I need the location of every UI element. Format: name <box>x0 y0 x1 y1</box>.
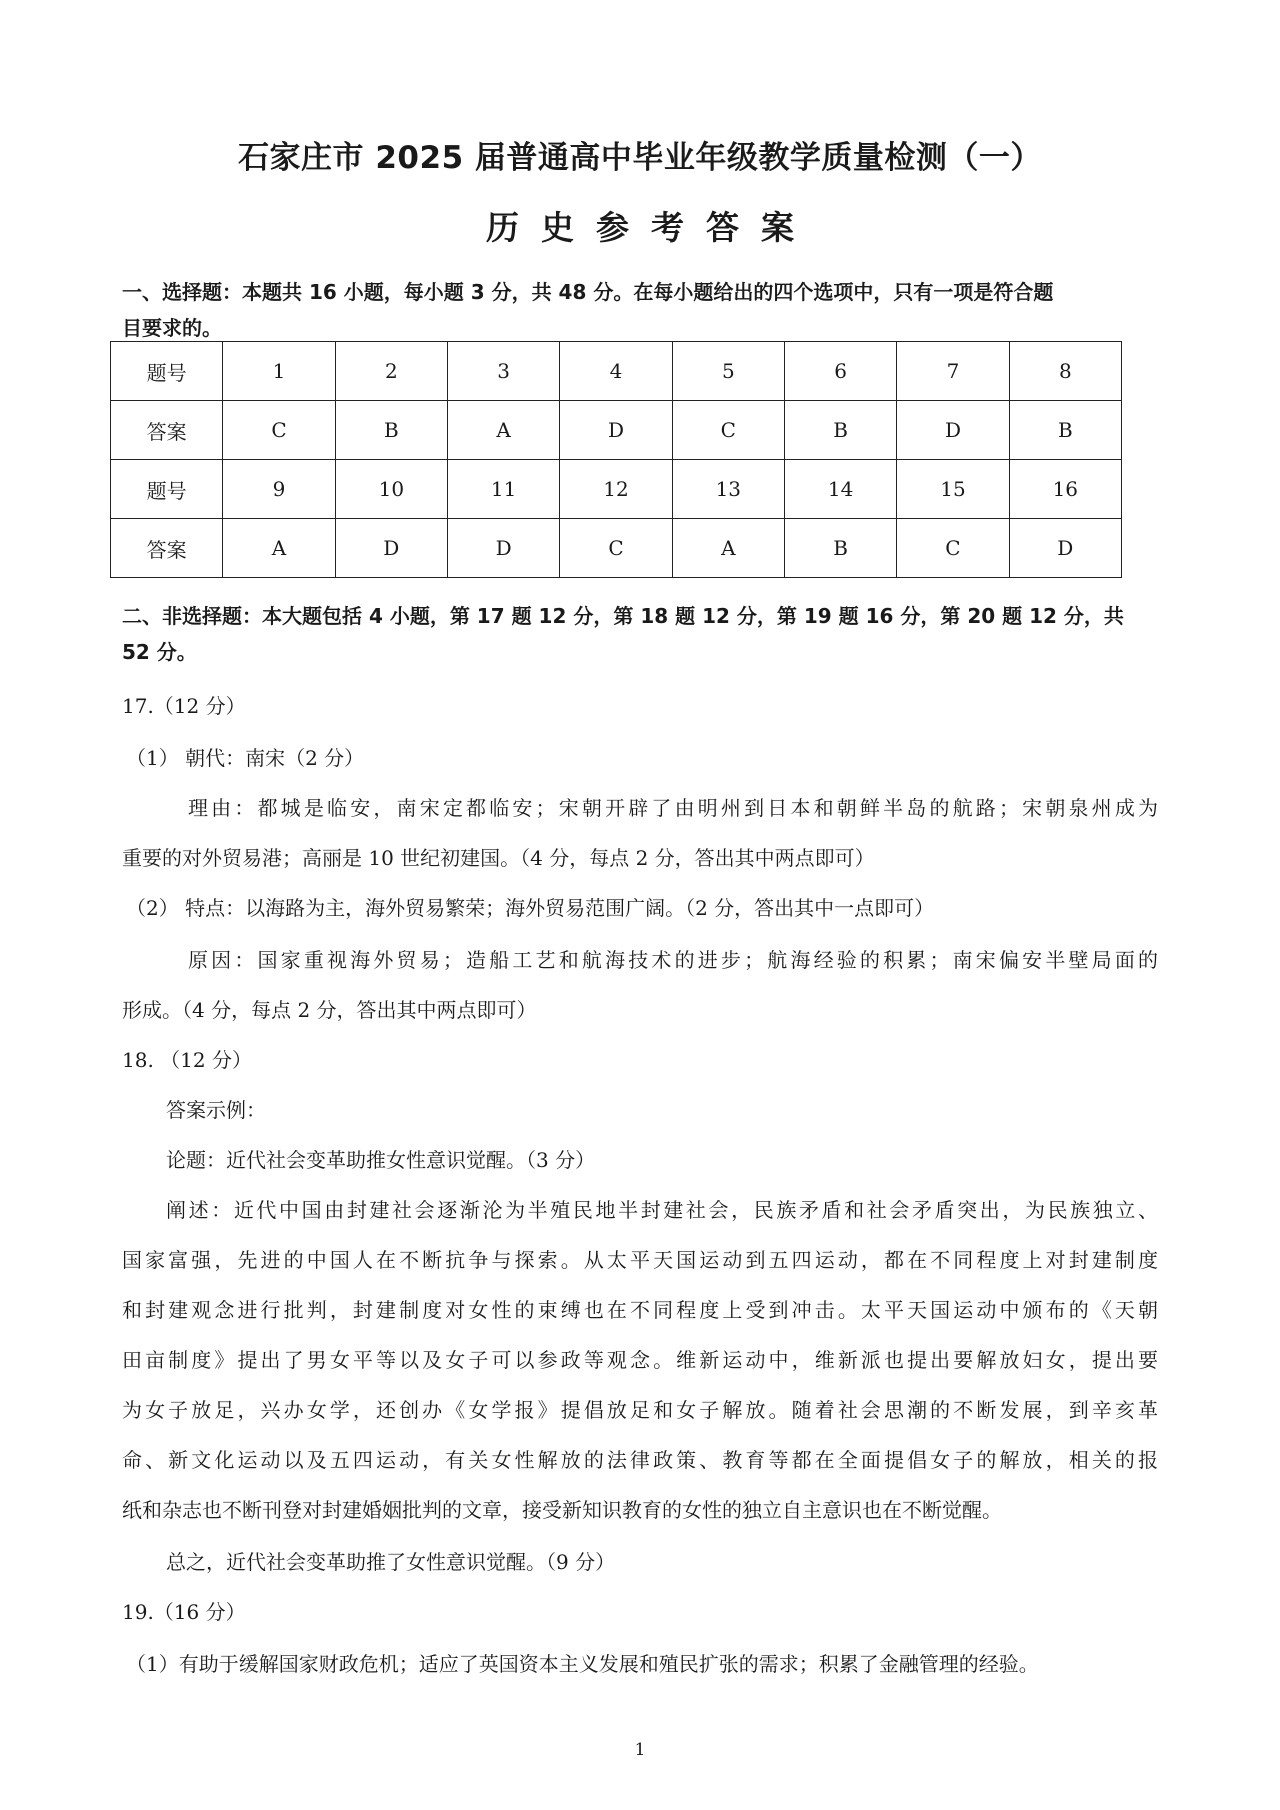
section2-line2: 52 分。 <box>122 640 197 664</box>
table-cell: 1 <box>223 342 335 401</box>
table-cell: 2 <box>335 342 447 401</box>
table-cell: 8 <box>1009 342 1121 401</box>
q18-heading: 18. （12 分） <box>122 1048 252 1072</box>
q17-reason-line1: 理由：都城是临安，南宋定都临安；宋朝开辟了由明州到日本和朝鲜半岛的航路；宋朝泉州成为 <box>188 796 1158 820</box>
q18-conclusion: 总之，近代社会变革助推了女性意识觉醒。（9 分） <box>166 1550 616 1574</box>
table-cell: 10 <box>335 460 447 519</box>
q18-thesis: 论题：近代社会变革助推女性意识觉醒。（3 分） <box>166 1148 596 1172</box>
table-cell: 6 <box>784 342 896 401</box>
table-cell: 9 <box>223 460 335 519</box>
q18-example-label: 答案示例： <box>166 1098 266 1122</box>
table-row <box>111 401 1122 460</box>
section1-line2: 目要求的。 <box>122 316 222 340</box>
q18-line: 命、新文化运动以及五四运动，有关女性解放的法律政策、教育等都在全面提倡女子的解放，相关的报 <box>122 1448 1158 1472</box>
section2-line1: 二、非选择题：本大题包括 4 小题，第 17 题 12 分，第 18 题 12 分，第 19 题 16 分，第 20 题 12 分，共 <box>122 604 1124 628</box>
table-cell: B <box>335 401 447 460</box>
table-cell: D <box>447 519 559 578</box>
table-cell: A <box>223 519 335 578</box>
q18-line: 阐述：近代中国由封建社会逐渐沦为半殖民地半封建社会，民族矛盾和社会矛盾突出，为民族独立、 <box>166 1198 1158 1222</box>
table-cell: B <box>784 401 896 460</box>
table-cell: D <box>1009 519 1121 578</box>
table-cell: 7 <box>897 342 1009 401</box>
table-cell: 3 <box>447 342 559 401</box>
table-cell: 11 <box>447 460 559 519</box>
table-cell: D <box>335 519 447 578</box>
table-cell: C <box>223 401 335 460</box>
table-row <box>111 519 1122 578</box>
q17-cause-line2: 形成。（4 分，每点 2 分，答出其中两点即可） <box>122 998 537 1022</box>
document-title: 石家庄市 2025 届普通高中毕业年级教学质量检测（一） <box>238 140 1042 176</box>
section1-line1: 一、选择题：本题共 16 小题，每小题 3 分，共 48 分。在每小题给出的四个选项中，只有一项是符合题 <box>122 280 1054 304</box>
table-cell: C <box>897 519 1009 578</box>
table-cell: 14 <box>784 460 896 519</box>
page-number: 1 <box>634 1740 646 1760</box>
q18-line: 国家富强，先进的中国人在不断抗争与探索。从太平天国运动到五四运动，都在不同程度上对封建制度 <box>122 1248 1158 1272</box>
answer-table <box>110 341 1122 578</box>
q18-line: 纸和杂志也不断刊登对封建婚姻批判的文章，接受新知识教育的女性的独立自主意识也在不断觉醒。 <box>122 1498 1002 1522</box>
table-row <box>111 342 1122 401</box>
q17-reason-line2: 重要的对外贸易港；高丽是 10 世纪初建国。（4 分，每点 2 分，答出其中两点即可） <box>122 846 875 870</box>
table-row <box>111 460 1122 519</box>
table-cell: 12 <box>560 460 672 519</box>
q18-line: 田亩制度》提出了男女平等以及女子可以参政等观念。维新运动中，维新派也提出要解放妇女，提出要 <box>122 1348 1158 1372</box>
table-cell: 题号 <box>111 460 223 519</box>
table-cell: 5 <box>672 342 784 401</box>
table-cell: 15 <box>897 460 1009 519</box>
table-cell: 答案 <box>111 519 223 578</box>
table-cell: D <box>560 401 672 460</box>
table-cell: B <box>1009 401 1121 460</box>
q17-part1: （1） 朝代：南宋（2 分） <box>126 746 365 770</box>
table-cell: 4 <box>560 342 672 401</box>
q17-heading: 17.（12 分） <box>122 694 246 718</box>
table-cell: 13 <box>672 460 784 519</box>
q17-part2: （2） 特点：以海路为主，海外贸易繁荣；海外贸易范围广阔。（2 分，答出其中一点即可） <box>126 896 935 920</box>
document-subtitle: 历史参考答案 <box>486 208 816 247</box>
table-cell: D <box>897 401 1009 460</box>
table-cell: C <box>672 401 784 460</box>
table-cell: A <box>447 401 559 460</box>
q19-part1: （1）有助于缓解国家财政危机；适应了英国资本主义发展和殖民扩张的需求；积累了金融管理的经验。 <box>126 1652 1039 1676</box>
table-cell: C <box>560 519 672 578</box>
q18-line: 和封建观念进行批判，封建制度对女性的束缚也在不同程度上受到冲击。太平天国运动中颁布的《天朝 <box>122 1298 1158 1322</box>
table-cell: B <box>784 519 896 578</box>
q17-cause-line1: 原因：国家重视海外贸易；造船工艺和航海技术的进步；航海经验的积累；南宋偏安半壁局面的 <box>188 948 1158 972</box>
table-cell: 16 <box>1009 460 1121 519</box>
table-cell: 题号 <box>111 342 223 401</box>
q18-line: 为女子放足，兴办女学，还创办《女学报》提倡放足和女子解放。随着社会思潮的不断发展，到辛亥革 <box>122 1398 1158 1422</box>
q19-heading: 19.（16 分） <box>122 1600 246 1624</box>
table-cell: 答案 <box>111 401 223 460</box>
table-cell: A <box>672 519 784 578</box>
